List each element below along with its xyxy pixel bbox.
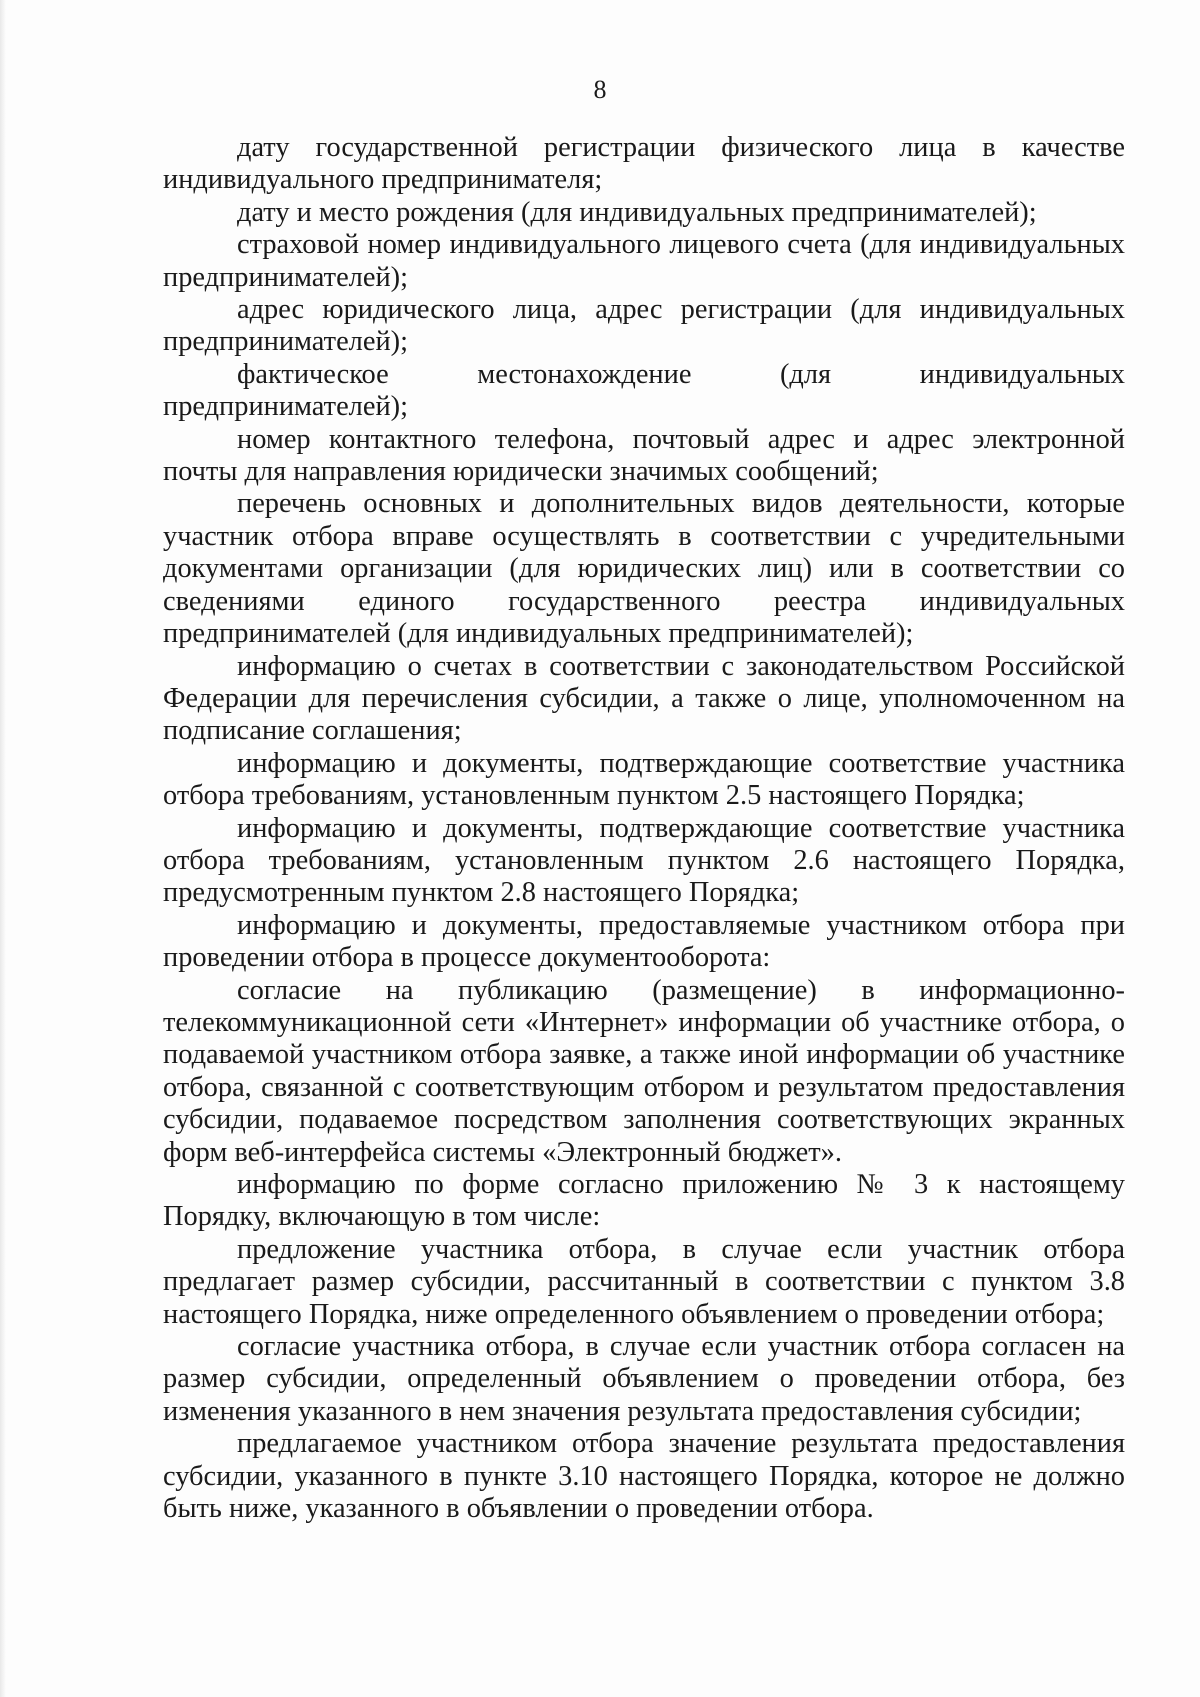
document-body xyxy=(163,132,1125,1525)
paragraph-bank-accounts: информацию о счетах в соответствии с законодательством Российской Федерации для перечисления субсидии, а также о лице, уполномоченном на подписание соглашения; xyxy=(163,650,1125,747)
paragraph-actual-location: фактическое местонахождение (для индивидуальных предпринимателей); xyxy=(163,358,1125,423)
paragraph-publication-consent: согласие на публикацию (размещение) в информационно-телекоммуникационной сети «Интернет» информации об участнике отбора, о подаваемой участником отбора заявке, а также иной информации об участнике отбора, связанной с соответствующим отбором и результатом предоставления субсидии, подаваемое посредством заполнения соответствующих экранных форм веб-интерфейса системы «Электронный бюджет». xyxy=(163,974,1125,1168)
paragraph-birth-date-place: дату и место рождения (для индивидуальных предпринимателей); xyxy=(237,196,1037,228)
paragraph-registration-date: дату государственной регистрации физического лица в качестве индивидуального предпринимателя; xyxy=(163,132,1125,196)
paragraph-result-value: предлагаемое участником отбора значение результата предоставления субсидии, указанного в пункте 3.10 настоящего Порядка, которое не должно быть ниже, указанного в объявлении о проведении отбора. xyxy=(163,1428,1125,1525)
paragraph-subsidy-consent: согласие участника отбора, в случае если участник отбора согласен на размер субсидии, определенный объявлением о проведении отбора, без изменения указанного в нем значения результата предоставления субсидии; xyxy=(163,1331,1125,1427)
scan-edge-shadow xyxy=(0,0,6,1697)
paragraph-document-flow: информацию и документы, предоставляемые участником отбора при проведении отбора в процессе документооборота: xyxy=(163,909,1125,974)
paragraph-activity-types: перечень основных и дополнительных видов деятельности, которые участник отбора вправе осуществлять в соответствии с учредительными документами организации (для юридических лиц) или в соответствии со сведениями единого государственного реестра индивидуальных предпринимателей (для индивидуальных предпринимателей); xyxy=(163,488,1125,650)
paragraph-subsidy-proposal: предложение участника отбора, в случае если участник отбора предлагает размер субсидии, рассчитанный в соответствии с пунктом 3.8 настоящего Порядка, ниже определенного объявлением о проведении отбора; xyxy=(163,1233,1125,1330)
paragraph-legal-address: адрес юридического лица, адрес регистрации (для индивидуальных предпринимателей); xyxy=(163,294,1125,358)
paragraph-requirements-2-6: информацию и документы, подтверждающие соответствие участника отбора требованиям, установленным пунктом 2.6 настоящего Порядка, предусмотренным пунктом 2.8 настоящего Порядка; xyxy=(163,812,1125,909)
paragraph-requirements-2-5: информацию и документы, подтверждающие соответствие участника отбора требованиям, установленным пунктом 2.5 настоящего Порядка; xyxy=(163,747,1125,812)
paragraph-appendix-3-form: информацию по форме согласно приложению № 3 к настоящему Порядку, включающую в том числе: xyxy=(163,1169,1125,1233)
paragraph-contact-info: номер контактного телефона, почтовый адрес и адрес электронной почты для направления юридически значимых сообщений; xyxy=(163,423,1125,488)
page-number: 8 xyxy=(593,75,607,104)
paragraph-insurance-number: страховой номер индивидуального лицевого счета (для индивидуальных предпринимателей); xyxy=(163,229,1125,293)
